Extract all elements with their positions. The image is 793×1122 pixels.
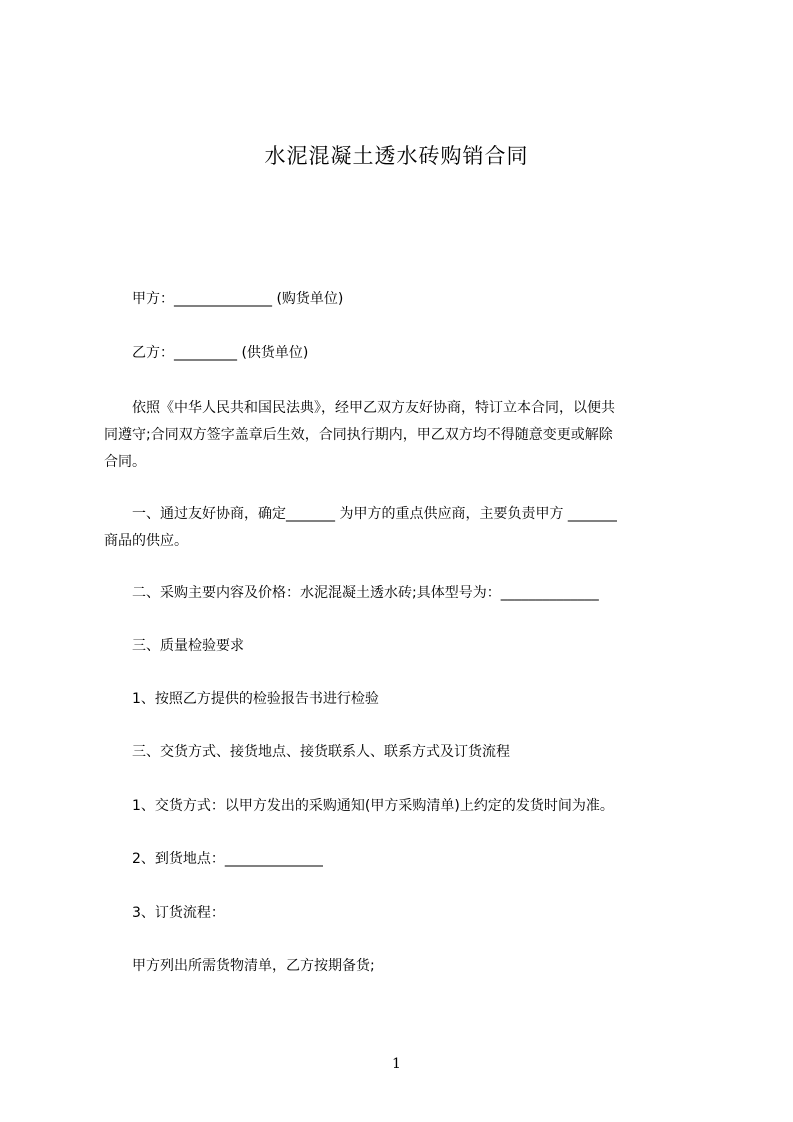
party-a-line: 甲方：______________ (购货单位) — [104, 291, 344, 307]
clause-4-item-3: 3、订货流程： — [104, 905, 225, 921]
document-title: 水泥混凝土透水砖购销合同 — [264, 144, 529, 168]
party-b-line: 乙方：_________ (供货单位) — [104, 345, 309, 361]
clause-4-item-2: 2、到货地点：______________ — [104, 851, 323, 867]
intro-line-1: 依照《中华人民共和国民法典》，经甲乙双方友好协商，特订立本合同，以便共 — [104, 400, 615, 416]
intro-line-3: 合同。 — [104, 454, 146, 470]
clause-1-line-2: 商品的供应。 — [104, 533, 188, 549]
clause-4-heading: 三、交货方式、接货地点、接货联系人、联系方式及订货流程 — [104, 744, 510, 760]
page-number: 1 — [392, 1056, 401, 1072]
clause-4-item-1: 1、交货方式：以甲方发出的采购通知(甲方采购清单)上约定的发货时间为准。 — [104, 798, 614, 814]
clause-3-heading: 三、质量检验要求 — [104, 638, 244, 654]
clause-4-item-3-detail: 甲方列出所需货物清单，乙方按期备货; — [104, 958, 375, 974]
clause-1-line-1: 一、通过友好协商，确定_______ 为甲方的重点供应商，主要负责甲方 _______ — [104, 506, 617, 522]
intro-line-2: 同遵守;合同双方签字盖章后生效，合同执行期内，甲乙双方均不得随意变更或解除 — [104, 427, 613, 443]
clause-2-line: 二、采购主要内容及价格：水泥混凝土透水砖;具体型号为：______________ — [104, 585, 599, 601]
intro-paragraph — [104, 395, 704, 476]
clause-3-item-1: 1、按照乙方提供的检验报告书进行检验 — [104, 691, 379, 707]
clause-1-paragraph — [104, 501, 704, 555]
